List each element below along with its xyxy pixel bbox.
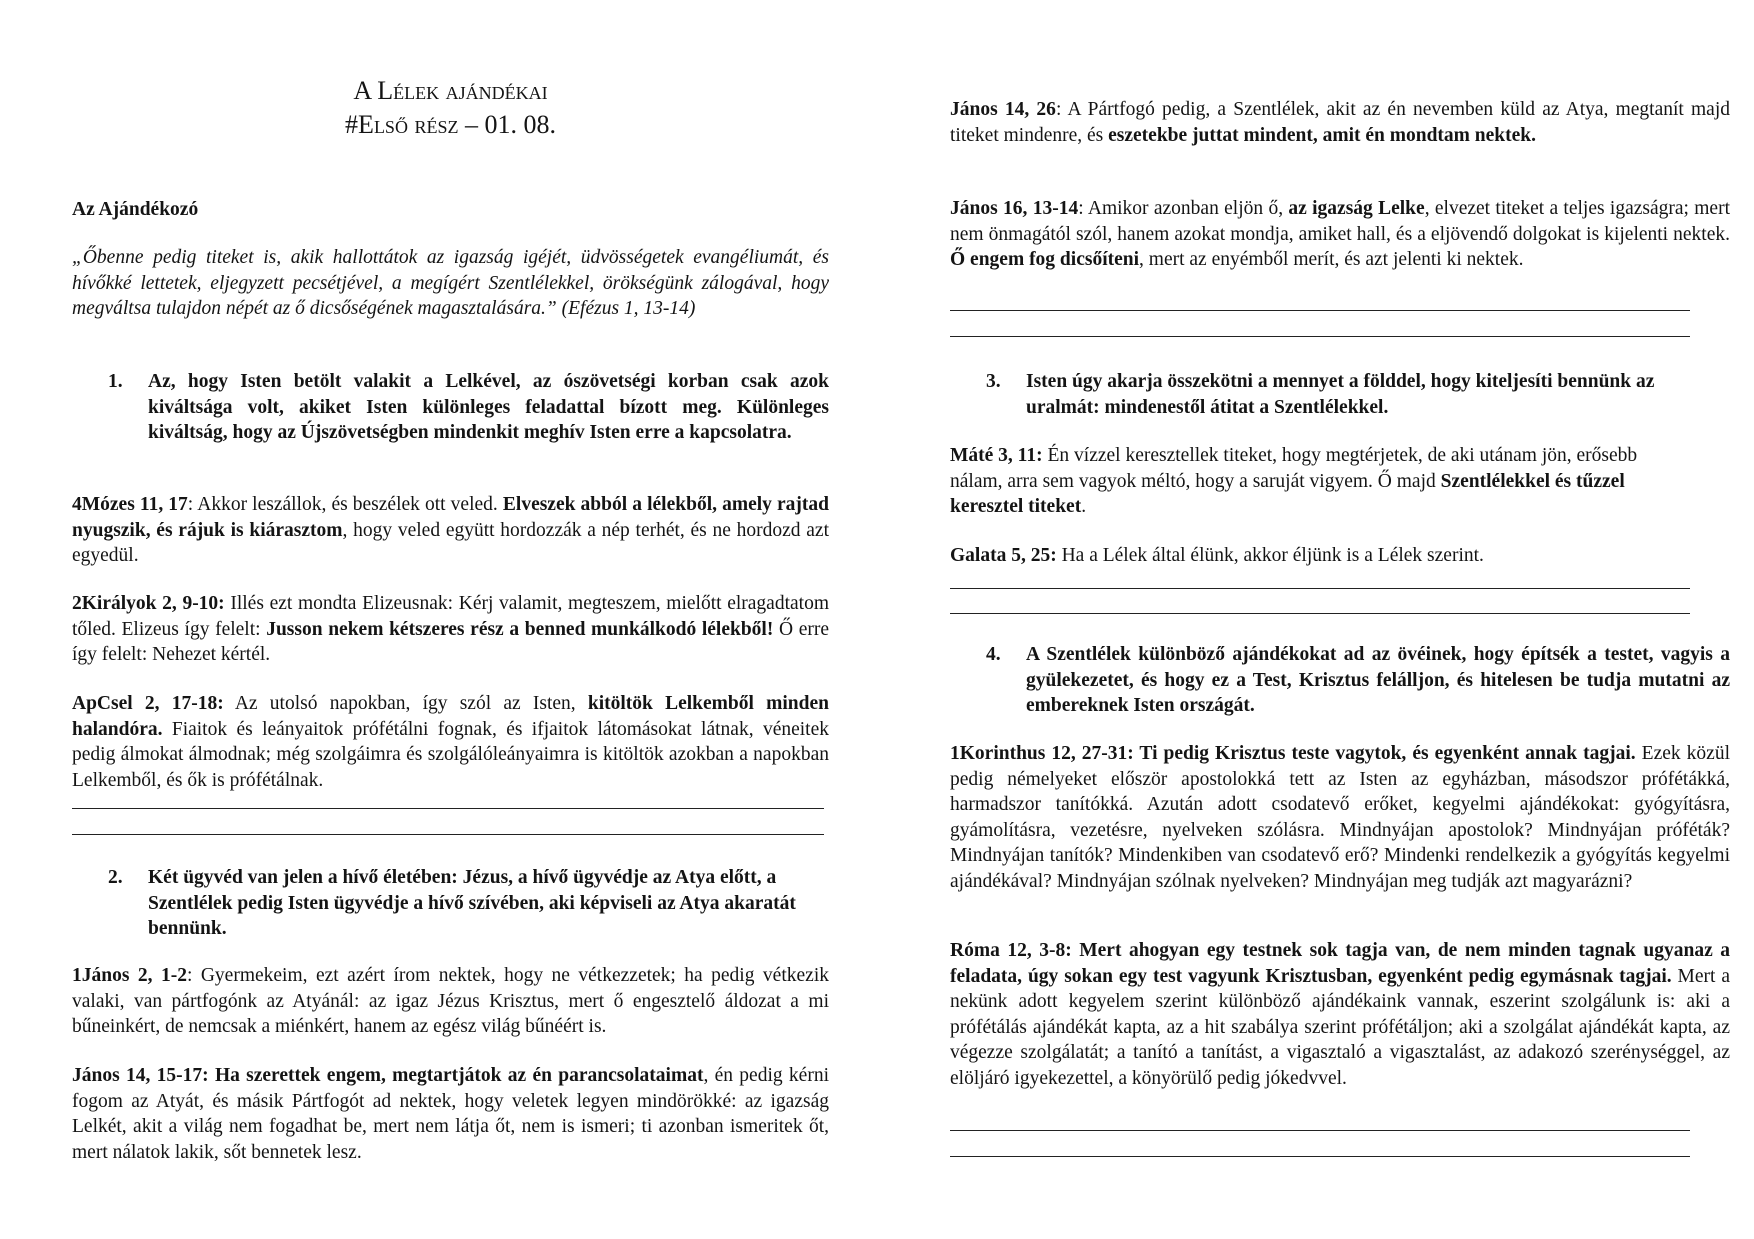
- verse-reference: 1Korinthus 12, 27-31:: [950, 743, 1134, 764]
- point-number: 1.: [108, 371, 123, 392]
- verse-text: Én vízzel keresztellek titeket, hogy megtérjetek, de aki utánam jön, erősebb nálam, arra sem vagyok méltó, hogy a saruját vigyem. Ő majd: [950, 445, 1638, 492]
- verse-colon: :: [186, 965, 193, 986]
- point-2: [108, 865, 808, 942]
- verse-text: Gyermekeim, ezt azért írom nektek, hogy ne vétkezzetek; ha pedig vétkezik valaki, van pártfogónk az Atyánál: az igaz Jézus Krisztus, mert ő engesztelő áldozat a mi bűneinkért, de nemcsak a miénkért, hanem az egész világ bűnéért is.: [72, 965, 829, 1037]
- verse-janos-14-15: [72, 1063, 829, 1165]
- verse-janos-14-26: [950, 97, 1730, 148]
- verse-2kiralyok: [72, 591, 829, 668]
- verse-emphasis: Mert ahogyan egy testnek sok tagja van, de nem minden tagnak ugyanaz a feladata, úgy sokan egy test vagyunk Krisztusban, egyenként pedig egymásnak tagjai.: [950, 940, 1730, 987]
- point-text: Isten úgy akarja összekötni a mennyet a földdel, hogy kiteljesíti bennünk az uralmát: mindenestől átitat a Szentlélekkel.: [1026, 371, 1655, 418]
- point-3: [986, 369, 1666, 420]
- verse-emphasis: az igazság Lelke: [1288, 198, 1425, 219]
- verse-emphasis: kitöltök Lelkemből minden halandóra.: [72, 693, 829, 740]
- answer-line: [950, 588, 1690, 589]
- verse-reference: 1János 2, 1-2: [72, 965, 187, 986]
- section-heading: Az Ajándékozó: [72, 199, 199, 220]
- subtitle-date: – 01. 08.: [458, 110, 556, 139]
- verse-reference: Róma 12, 3-8:: [950, 940, 1072, 961]
- verse-emphasis: Szentlélekkel és tűzzel keresztel titeket: [950, 470, 1625, 517]
- verse-text: Fiaitok és leányaitok prófétálni fognak, és ifjaitok látomásokat látnak, véneitek pedig álmokat álmodnak; még szolgáimra és szolgálóleányaimra is kitöltök azokban a napokban Lelkemből, és ők is prófétálnak.: [72, 718, 829, 791]
- point-text: Két ügyvéd van jelen a hívő életében: Jézus, a hívő ügyvédje az Atya előtt, a Szentlélek pedig Isten ügyvédje a hívő szívében, aki képviseli az Atya akaratát bennünk.: [148, 867, 796, 939]
- verse-reference: János 14, 26: [950, 99, 1056, 120]
- verse-galata: [950, 543, 1690, 569]
- verse-reference: János 16, 13-14: [950, 198, 1079, 219]
- point-text: Az, hogy Isten betölt valakit a Lelkével, az ószövetségi korban csak azok kiváltsága volt, akiket Isten különleges feladattal bízott meg. Különleges kiváltság, hogy az Újszövetségben mindenkit meghív Isten erre a kapcsolatra.: [148, 371, 829, 443]
- verse-1korinthus: [950, 741, 1730, 894]
- answer-line: [950, 613, 1690, 614]
- verse-janos-16: [950, 196, 1730, 273]
- verse-colon: :: [1078, 198, 1084, 219]
- document-subtitle: [72, 108, 829, 142]
- verse-1janos: [72, 963, 829, 1040]
- verse-reference: ApCsel 2, 17-18:: [72, 693, 224, 714]
- verse-text: A Pártfogó pedig, a Szentlélek, akit az én nevemben küld az Atya, megtanít majd titeket mindenre, és: [950, 99, 1730, 146]
- verse-emphasis: eszetekbe juttat mindent, amit én mondtam nektek.: [1108, 124, 1537, 146]
- title-line1-rest: élek ajándékai: [393, 76, 548, 105]
- opening-quote: [72, 245, 829, 322]
- document-title: [72, 74, 829, 108]
- title-line1-initial: A L: [353, 76, 394, 105]
- point-number: 4.: [986, 644, 1001, 665]
- verse-text: Mert a nekünk adott kegyelem szerint különböző ajándékaink vannak, eszerint szolgálunk is: aki a prófétálás ajándékát kapta, az a hit szabálya szerint prófétáljon; aki a szolgálat ajándékát kapta, az végezze szolgálatát; a tanító a tanítást, a vigasztaló a vigasztalást, az adakozó szerénységgel, az elöljáró igyekezettel, a könyörülő pedig jókedvvel.: [950, 965, 1731, 1089]
- answer-line: [950, 310, 1690, 311]
- verse-text: Akkor leszállok, és beszélek ott veled.: [193, 494, 503, 515]
- verse-emphasis: Ő engem fog dicsőíteni: [950, 249, 1140, 270]
- verse-emphasis: Ti pedig Krisztus teste vagytok, és egyenként annak tagjai.: [1133, 743, 1636, 764]
- verse-text: Ezek közül pedig némelyeket először apostolokká tett az Isten az egyházban, másodszor prófétákká, harmadszor tanítókká. Azután adott csodatevő erőket, kegyelmi ajándékokat: gyógyításra, gyámolításra, vezetésre, nyelveken szólásra. Mindnyájan apostolok? Mindnyájan próféták? Mindnyájan tanítók? Mindenkiben van csodatevő erő? Mindenki rendelkezik a gyógyítás kegyelmi ajándékával? Mindnyájan szólnak nyelveken? Mindnyájan meg tudják azt magyarázni?: [950, 743, 1730, 892]
- verse-text: , mert az enyémből merít, és azt jelenti ki nektek.: [1139, 249, 1524, 270]
- right-page-viewport: [950, 0, 1731, 1239]
- quote-reference: (Efézus 1, 13-14): [556, 298, 696, 319]
- verse-text: Az utolsó napokban, így szól az Isten,: [223, 693, 588, 714]
- answer-line: [950, 336, 1690, 337]
- verse-reference: 2Királyok 2, 9-10:: [72, 593, 225, 614]
- point-1: [108, 369, 829, 446]
- verse-text: , elvezet titeket a teljes igazságra; mert nem önmagától szól, hanem azokat mondja, amiket hall, és a eljövendő dolgokat is kijelenti nektek.: [950, 198, 1730, 245]
- verse-mate: [950, 443, 1670, 520]
- verse-reference: Galata 5, 25:: [950, 545, 1057, 566]
- verse-colon: :: [1055, 99, 1062, 120]
- verse-text: Ő erre így felelt: Nehezet kértél.: [72, 618, 829, 665]
- verse-text: , én pedig kérni fogom az Atyát, és másik Pártfogót ad nektek, hogy veletek legyen mindörökké: az igazság Lelkét, akit a világ nem fogadhat be, mert nem látja őt, nem is ismeri; ti azonban ismeritek őt, mert nálatok lakik, sőt bennetek lesz.: [72, 1065, 829, 1163]
- subtitle-part: lső rész: [373, 110, 459, 139]
- verse-apcsel: [72, 691, 829, 793]
- answer-line: [950, 1156, 1690, 1157]
- verse-emphasis: Ha szerettek engem, megtartjátok az én parancsolataimat: [208, 1065, 704, 1086]
- verse-reference: 4Mózes 11, 17: [72, 494, 188, 515]
- verse-text: Amikor azonban eljön ő,: [1083, 198, 1289, 219]
- answer-line: [72, 808, 824, 809]
- point-number: 2.: [108, 867, 123, 888]
- verse-text: , hogy veled együtt hordozzák a nép terhét, és ne hordozd azt egyedül.: [72, 519, 830, 566]
- answer-line: [72, 834, 824, 835]
- verse-4mozes: [72, 492, 829, 569]
- verse-colon: :: [187, 494, 194, 515]
- verse-reference: János 14, 15-17:: [72, 1065, 209, 1086]
- verse-emphasis: Elveszek abból a lélekből, amely rajtad nyugszik, és rájuk is kiárasztom: [72, 494, 829, 541]
- quote-text: „Őbenne pedig titeket is, akik hallottátok az igazság igéjét, üdvösségetek evangéliumát, és hívőkké lettetek, eljegyzett pecsétjével, a megígért Szentlélekkel, örökségünk zálogával, hogy megváltsa tulajdon népét az ő dicsőségének magasztalására.”: [72, 247, 829, 319]
- point-4: [986, 642, 1730, 719]
- verse-reference: Máté 3, 11:: [950, 445, 1043, 466]
- verse-text: .: [1081, 496, 1087, 517]
- verse-text: Ha a Lélek által élünk, akkor éljünk is a Lélek szerint.: [1056, 545, 1484, 566]
- answer-line: [950, 1130, 1690, 1131]
- point-number: 3.: [986, 371, 1001, 392]
- verse-roma: [950, 938, 1730, 1091]
- subtitle-hash-initial: #E: [345, 110, 374, 139]
- verse-emphasis: Jusson nekem kétszeres rész a benned munkálkodó lélekből!: [266, 618, 774, 640]
- verse-text: Illés ezt mondta Elizeusnak: Kérj valamit, megteszem, mielőtt elragadtatom tőled. Elizeus így felelt:: [72, 593, 829, 640]
- point-text: A Szentlélek különböző ajándékokat ad az övéinek, hogy építsék a testet, vagyis a gyülekezetet, és hogy ez a Test, Krisztus felálljon, és hitelesen be tudja mutatni az embereknek Isten országát.: [1026, 644, 1730, 716]
